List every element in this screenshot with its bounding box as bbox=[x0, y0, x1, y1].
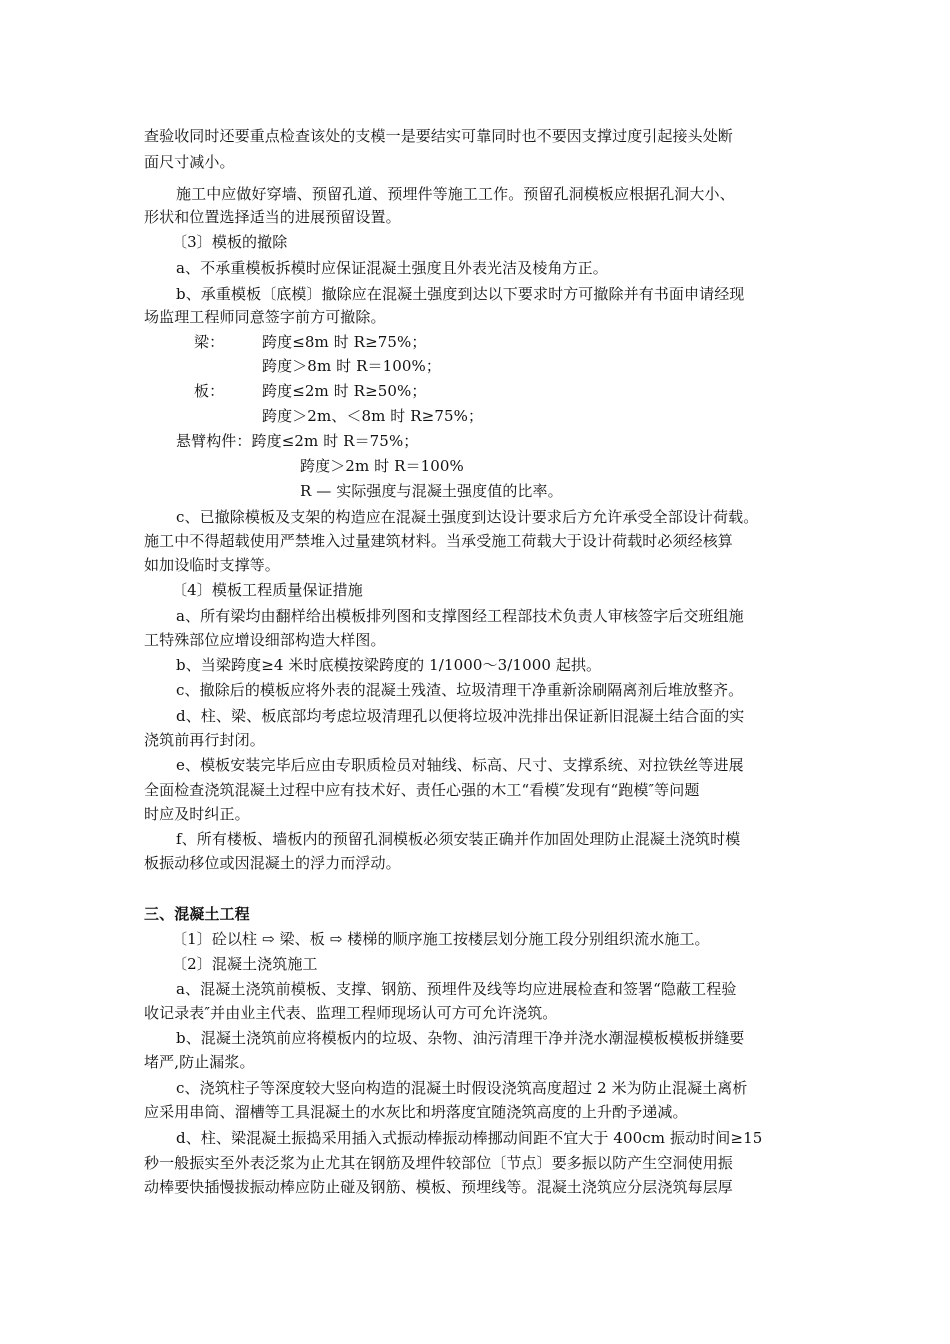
text-line: 查验收同时还要重点检查该处的支模一是要结实可靠同时也不要因支撑过度引起接头处断 bbox=[144, 127, 733, 145]
table-label-cantilever: 悬臂构件：跨度≤2m 时 R＝75%； bbox=[176, 432, 419, 450]
table-value: 跨度＞2m、＜8m 时 R≥75%； bbox=[262, 407, 484, 425]
text-line: 浇筑前再行封闭。 bbox=[144, 731, 265, 749]
text-line: d、柱、梁混凝土振捣采用插入式振动棒振动棒挪动间距不宜大于 400cm 振动时间≥15 bbox=[176, 1129, 763, 1147]
text-line: b、承重模板〔底模〕撤除应在混凝土强度到达以下要求时方可撤除并有书面申请经现 bbox=[176, 285, 745, 303]
text-line: 形状和位置选择适当的进展预留设置。 bbox=[144, 208, 401, 226]
table-value: 跨度≤2m 时 R≥50%； bbox=[262, 382, 427, 400]
text-line: 秒一般振实至外表泛浆为止尤其在钢筋及埋件较部位〔节点〕要多振以防产生空洞使用振 bbox=[144, 1154, 733, 1172]
table-label-slab: 板： bbox=[194, 382, 225, 400]
text-line: 全面检查浇筑混凝土过程中应有技术好、责任心强的木工“看模″发现有“跑模″等问题 bbox=[144, 781, 700, 799]
table-note: R — 实际强度与混凝土强度值的比率。 bbox=[300, 482, 563, 500]
table-value: 跨度＞8m 时 R＝100%； bbox=[262, 357, 441, 375]
text-line: d、柱、梁、板底部均考虑垃圾清理孔以便将垃圾冲洗排出保证新旧混凝土结合面的实 bbox=[176, 707, 745, 725]
table-label-beam: 梁： bbox=[194, 333, 225, 351]
section-heading: 〔4〕模板工程质量保证措施 bbox=[172, 581, 363, 599]
text-line: f、所有楼板、墙板内的预留孔洞模板必须安装正确并作加固处理防止混凝土浇筑时模 bbox=[176, 830, 741, 848]
chapter-heading: 三、混凝土工程 bbox=[144, 905, 250, 923]
text-line: b、当梁跨度≥4 米时底模按梁跨度的 1/1000～3/1000 起拱。 bbox=[176, 656, 602, 674]
text-line: a、所有梁均由翻样给出模板排列图和支撑图经工程部技术负责人审核签字后交班组施 bbox=[176, 607, 744, 625]
text-line: 收记录表″并由业主代表、监理工程师现场认可方可允许浇筑。 bbox=[144, 1004, 558, 1022]
text-line: 工特殊部位应增设细部构造大样图。 bbox=[144, 631, 386, 649]
section-heading: 〔3〕模板的撤除 bbox=[172, 233, 288, 251]
text-line: c、浇筑柱子等深度较大竖向构造的混凝土时假设浇筑高度超过 2 米为防止混凝土离析 bbox=[176, 1079, 748, 1097]
text-line: c、已撤除模板及支架的构造应在混凝土强度到达设计要求后方允许承受全部设计荷载。 bbox=[176, 508, 759, 526]
text-line: 如加设临时支撑等。 bbox=[144, 556, 280, 574]
text-line: a、混凝土浇筑前模板、支撑、钢筋、预埋件及线等均应进展检查和签署“隐蔽工程验 bbox=[176, 980, 737, 998]
text-line: 面尺寸减小。 bbox=[144, 153, 235, 171]
text-line: 板振动移位或因混凝土的浮力而浮动。 bbox=[144, 854, 401, 872]
text-line: 时应及时纠正。 bbox=[144, 805, 250, 823]
text-line: c、撤除后的模板应将外表的混凝土残渣、垃圾清理干净重新涂刷隔离剂后堆放整齐。 bbox=[176, 681, 744, 699]
text-line: 动棒要快插慢拔振动棒应防止碰及钢筋、模板、预埋线等。混凝土浇筑应分层浇筑每层厚 bbox=[144, 1178, 733, 1196]
table-value: 跨度＞2m 时 R＝100% bbox=[300, 457, 464, 475]
text-line: a、不承重模板拆模时应保证混凝土强度且外表光洁及棱角方正。 bbox=[176, 259, 608, 277]
text-line: 应采用串筒、溜槽等工具混凝土的水灰比和坍落度宜随浇筑高度的上升酌予递减。 bbox=[144, 1103, 688, 1121]
text-line: 场监理工程师同意签字前方可撤除。 bbox=[144, 308, 386, 326]
text-line: 施工中不得超载使用严禁堆入过量建筑材料。当承受施工荷载大于设计荷载时必须经核算 bbox=[144, 532, 733, 550]
text-line: e、模板安装完毕后应由专职质检员对轴线、标高、尺寸、支撑系统、对拉铁丝等进展 bbox=[176, 756, 744, 774]
section-heading: 〔2〕混凝土浇筑施工 bbox=[172, 955, 318, 973]
text-line: 堵严,防止漏浆。 bbox=[144, 1053, 255, 1071]
text-line: b、混凝土浇筑前应将模板内的垃圾、杂物、油污清理干净并浇水潮湿模板模板拼缝要 bbox=[176, 1029, 745, 1047]
text-line: 施工中应做好穿墙、预留孔道、预埋件等施工工作。预留孔洞模板应根据孔洞大小、 bbox=[176, 185, 735, 203]
text-line: 〔1〕砼以柱 ⇨ 梁、板 ⇨ 楼梯的顺序施工按楼层划分施工段分别组织流水施工。 bbox=[172, 930, 710, 948]
table-value: 跨度≤8m 时 R≥75%； bbox=[262, 333, 427, 351]
